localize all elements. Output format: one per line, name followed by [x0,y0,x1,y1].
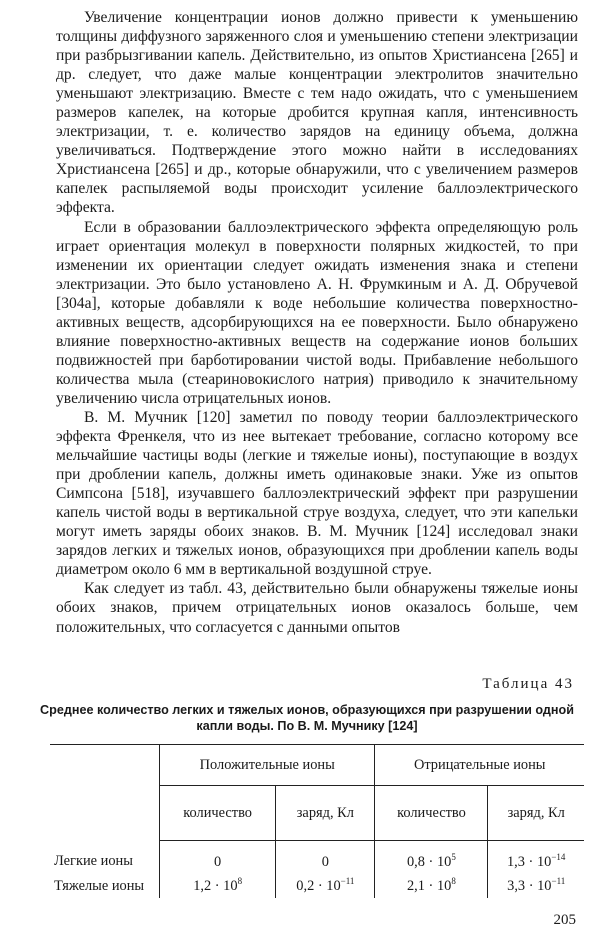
ions-table [50,744,584,898]
cell-exp: −11 [340,875,355,886]
cell-exp: 8 [451,875,456,886]
table-group-header-row [50,745,584,786]
group-header-positive: Положительные ионы [160,745,375,786]
paragraph-3: В. М. Мучник [120] заметил по поводу теории баллоэлектрического эффекта Френкеля, что из нее вытекает требование, согласно которому все мельчайшие частицы воды (легкие и тяжелые ионы), поступающие в воздух при дроблении капель, должны иметь одинаковые знаки. Уже из опытов Симпсона [518], изучавшего баллоэлектрический эффект при разрушении капель чистой воды в вертикальной струе воздуха, следует, что эти капельки могут иметь заряды обоих знаков. В. М. Мучник [124] исследовал знаки зарядов легких и тяжелых ионов, образующихся при дроблении капель воды диаметром около 6 мм в вертикальной воздушной струе. [56,408,578,579]
sub-header-neg-charge: заряд, Кл [488,786,584,841]
cell-base: 0 [214,853,222,870]
cell-light-neg-count [375,841,488,875]
row-label-light: Легкие ионы [54,853,133,870]
body-text [56,8,578,637]
cell-light-neg-charge [488,841,584,875]
table-label: Таблица 43 [482,676,574,692]
table-row-light-ions [50,841,584,875]
cell-base: 0 [321,853,329,870]
cell-exp: −11 [551,875,566,886]
cell-heavy-neg-count [375,874,488,898]
cell-light-pos-charge [276,841,375,875]
cell-exp: 5 [451,851,456,862]
cell-base: 3,3 · 10 [507,877,552,894]
page-number: 205 [553,912,576,928]
paragraph-1: Увеличение концентрации ионов должно привести к уменьшению толщины диффузного заряженного слоя и уменьшению степени электризации при разбрызгивании капель. Действительно, из опытов Христиансена [265] и др. следует, что даже малые концентрации электролитов значительно уменьшают электризацию. Вместе с тем надо ожидать, что с уменьшением размеров капелек, на которые дробится крупная капля, интенсивность электризации, т. е. количество зарядов на единицу объема, должна увеличиваться. Подтверждение этого можно найти в исследованиях Христиансена [265] и др., которые обнаружили, что с увеличением размеров капелек распыляемой воды происходит усиление баллоэлектрического эффекта. [56,9,578,217]
cell-base: 1,3 · 10 [506,853,552,870]
cell-base: 0,8 · 10 [406,853,452,870]
sub-header-pos-charge: заряд, Кл [276,786,375,841]
cell-heavy-neg-charge [488,874,584,898]
cell-heavy-pos-charge [276,874,375,898]
table-caption: Среднее количество легких и тяжелых ионов, образующихся при разрушении одной капли воды. По В. М. Мучнику [124] [40,703,574,733]
group-header-negative: Отрицательные ионы [375,745,584,786]
cell-exp: −14 [551,851,566,862]
cell-base: 2,1 · 10 [406,877,452,894]
row-label-heavy: Тяжелые ионы [54,877,145,894]
paragraph-2: Если в образовании баллоэлектрического эффекта определяющую роль играет ориентация молекул в поверхности полярных жидкостей, то при изменении их ориентации следует ожидать изменения знака и степени электризации. Это было установлено А. Н. Фрумкиным и А. Д. Обручевой [304а], которые добавляли к воде небольшие количества поверхностно-активных веществ, адсорбирующихся на ее поверхности. Было обнаружено влияние поверхностно-активных веществ на содержание ионов больших подвижностей при барботировании чистой воды. Прибавление небольшого количества мыла (стеариновокислого натрия) приводило к значительному увеличению числа отрицательных ионов. [56,218,578,407]
paragraph-4: Как следует из табл. 43, действительно были обнаружены тяжелые ионы обоих знаков, причем отрицательных ионов оказалось больше, чем положительных, что согласуется с данными опытов [56,580,578,636]
sub-header-pos-count: количество [160,786,276,841]
cell-light-pos-count [160,841,276,875]
cell-base: 1,2 · 10 [193,877,238,894]
sub-header-neg-count: количество [375,786,488,841]
row-header-empty [50,745,160,841]
cell-heavy-pos-count [160,874,276,898]
cell-base: 0,2 · 10 [296,877,341,894]
cell-exp: 8 [237,875,243,886]
table-row-heavy-ions [50,874,584,898]
